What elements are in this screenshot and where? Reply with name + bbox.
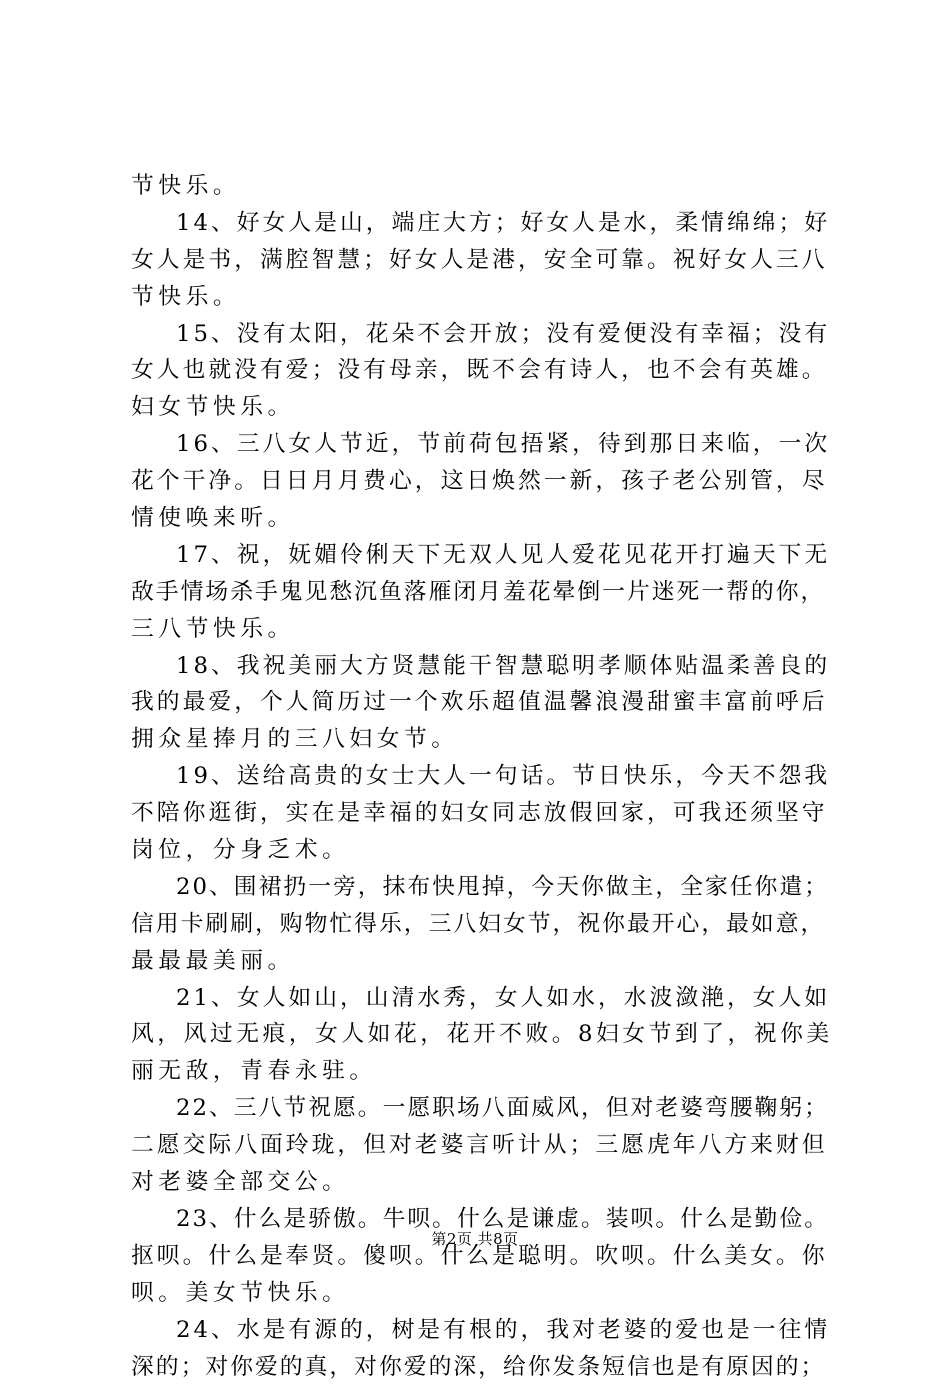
paragraph-line: 我的最爱，个人简历过一个欢乐超值温馨浪漫甜蜜丰富前呼后 (131, 684, 835, 721)
paragraph-line: 敌手情场杀手鬼见愁沉鱼落雁闭月羞花晕倒一片迷死一帮的你， (131, 574, 835, 611)
document-body (131, 168, 835, 1385)
paragraph-line: 情使唤来听。 (131, 500, 835, 537)
page-footer: 第2页 共8页 (0, 1229, 950, 1249)
paragraph-line: 岗位，分身乏术。 (131, 832, 835, 869)
paragraph-start-line: 20、围裙扔一旁，抹布快甩掉，今天你做主，全家任你遣； (131, 869, 835, 906)
paragraph-line: 女人是书，满腔智慧；好女人是港，安全可靠。祝好女人三八 (131, 242, 835, 279)
paragraph-line: 二愿交际八面玲珑，但对老婆言听计从；三愿虎年八方来财但 (131, 1127, 835, 1164)
paragraph-line: 信用卡刷刷，购物忙得乐，三八妇女节，祝你最开心，最如意， (131, 906, 835, 943)
paragraph-start-line: 14、好女人是山，端庄大方；好女人是水，柔情绵绵；好 (131, 205, 835, 242)
paragraph-line: 节快乐。 (131, 168, 835, 205)
paragraph-start-line: 15、没有太阳，花朵不会开放；没有爱便没有幸福；没有 (131, 316, 835, 353)
paragraph-line: 对老婆全部交公。 (131, 1164, 835, 1201)
paragraph-line: 妇女节快乐。 (131, 389, 835, 426)
paragraph-line: 不陪你逛街，实在是幸福的妇女同志放假回家，可我还须坚守 (131, 795, 835, 832)
paragraph-start-line: 22、三八节祝愿。一愿职场八面威风，但对老婆弯腰鞠躬； (131, 1090, 835, 1127)
paragraph-line: 拥众星捧月的三八妇女节。 (131, 721, 835, 758)
paragraph-line: 深的；对你爱的真，对你爱的深，给你发条短信也是有原因的； (131, 1349, 835, 1385)
paragraph-line: 最最最美丽。 (131, 943, 835, 980)
paragraph-line: 节快乐。 (131, 279, 835, 316)
paragraph-line: 风，风过无痕，女人如花，花开不败。8妇女节到了，祝你美 (131, 1016, 835, 1053)
paragraph-start-line: 24、水是有源的，树是有根的，我对老婆的爱也是一往情 (131, 1312, 835, 1349)
paragraph-line: 呗。美女节快乐。 (131, 1275, 835, 1312)
paragraph-start-line: 18、我祝美丽大方贤慧能干智慧聪明孝顺体贴温柔善良的 (131, 648, 835, 685)
paragraph-start-line: 21、女人如山，山清水秀，女人如水，水波潋滟，女人如 (131, 980, 835, 1017)
paragraph-line: 女人也就没有爱；没有母亲，既不会有诗人，也不会有英雄。 (131, 352, 835, 389)
paragraph-line: 花个干净。日日月月费心，这日焕然一新，孩子老公别管，尽 (131, 463, 835, 500)
paragraph-line: 三八节快乐。 (131, 611, 835, 648)
paragraph-line: 丽无敌，青春永驻。 (131, 1053, 835, 1090)
paragraph-start-line: 19、送给高贵的女士大人一句话。节日快乐，今天不怨我 (131, 758, 835, 795)
paragraph-start-line: 17、祝，妩媚伶俐天下无双人见人爱花见花开打遍天下无 (131, 537, 835, 574)
paragraph-start-line: 23、什么是骄傲。牛呗。什么是谦虚。装呗。什么是勤俭。 (131, 1201, 835, 1238)
paragraph-line: 抠呗。什么是奉贤。傻呗。什么是聪明。吹呗。什么美女。你 (131, 1238, 835, 1275)
paragraph-start-line: 16、三八女人节近，节前荷包捂紧，待到那日来临，一次 (131, 426, 835, 463)
